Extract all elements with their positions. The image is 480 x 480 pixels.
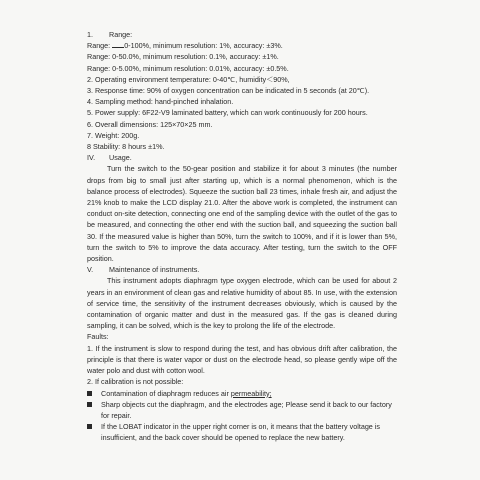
spec-operating-environment: 2. Operating environment temperature: 0-40℃, humidity＜90%, [87,74,290,84]
bullet-text [101,388,397,399]
range-line-3: Range: 0-5.00%, minimum resolution: 0.01%, accuracy: ±0.5%. [87,63,289,73]
usage-heading-title: Usage. [109,153,132,163]
bullet-text: If the LOBAT indicator in the upper right corner is on, it means that the battery voltage is insufficient, and the back cover should be opened to replace the new battery. [101,422,380,443]
usage-heading [87,152,397,163]
maintenance-heading-title: Maintenance of instruments. [109,265,200,275]
square-bullet-icon [87,402,92,407]
fault-2: 2. If calibration is not possible: [87,377,184,387]
bullet-item [87,388,397,399]
range-line-2: Range: 0-50.0%, minimum resolution: 0.1%, accuracy: ±1%. [87,52,279,62]
spec-response-time: 3. Response time: 90% of oxygen concentration can be indicated in 5 seconds (at 20℃). [87,86,370,96]
spec-power-supply: 5. Power supply: 6F22-V9 laminated battery, which can work continuously for 200 hours. [87,108,368,118]
maintenance-paragraph: This instrument adopts diaphragm type oxygen electrode, which can be used for about 2 years in an environment of clean gas and relative humidity of about 85. In use, with the extension of service time, the sensitivity of the instrument decreases obviously, which is caused by the contamination of organic matter and dust in the measured gas. If the gas is cleaned during sampling, it can be solved, which is the key to prolong the life of the electrode. [87,276,397,331]
bullet-text-pre: Contamination of diaphragm reduces air [101,388,231,398]
usage-heading-number: IV. [87,153,96,163]
faults-heading: Faults: [87,332,109,342]
bullet-text-underlined: permeability; [230,388,272,398]
range-heading-title: Range: [109,30,133,39]
manual-page [87,29,397,444]
fault-1: 1. If the instrument is slow to respond during the test, and has obvious drift after calibration, the principle is that there is water vapor or dust on the electrode head, so please gently wipe off the water polo and dust with cotton wool. [87,343,397,376]
usage-paragraph: Turn the switch to the 50-gear position and stabilize it for about 3 minutes (the number drops from big to small just after starting up, which is a normal phenomenon, which is the balance process of electrodes). Squeeze the suction ball 23 times, inhale fresh air, and adjust the 21% knob to make the LCD display 21.0. After the above work is completed, the instrument can conduct on-site detection, connecting one end of the sampling device with the outlet of the gas to be measured, and connecting the other end with the suction ball, and squeezing the suction ball 30. If the measured value is higher than 50%, turn the switch to 100%, and if it is lower than 5%, turn the switch to 5% to improve the data accuracy. After testing, turn the switch to the OFF position. [87,164,397,264]
range-blank-underline [112,41,124,48]
range-line-1 [87,40,397,51]
bullet-item [87,421,397,443]
bullet-text: Sharp objects cut the diaphragm, and the electrodes age; Please send it back to our factory for repair. [101,399,392,420]
spec-sampling-method: 4. Sampling method: hand-pinched inhalation. [87,97,234,107]
spec-overall-dimensions: 6. Overall dimensions: 125×70×25 mm. [87,119,213,129]
range-line-1-value: 0-100%, minimum resolution: 1%, accuracy: ±3%. [124,41,283,51]
square-bullet-icon [87,391,92,396]
maintenance-heading [87,264,397,275]
maintenance-heading-number: V. [87,265,94,275]
spec-stability: 8 Stability: 8 hours ±1%. [87,142,165,152]
spec-weight: 7. Weight: 200g. [87,130,140,140]
bullet-item [87,399,397,421]
square-bullet-icon [87,424,92,429]
range-heading-number: 1. [87,30,93,39]
range-heading [87,29,397,40]
range-line-1-label: Range: [87,41,111,51]
